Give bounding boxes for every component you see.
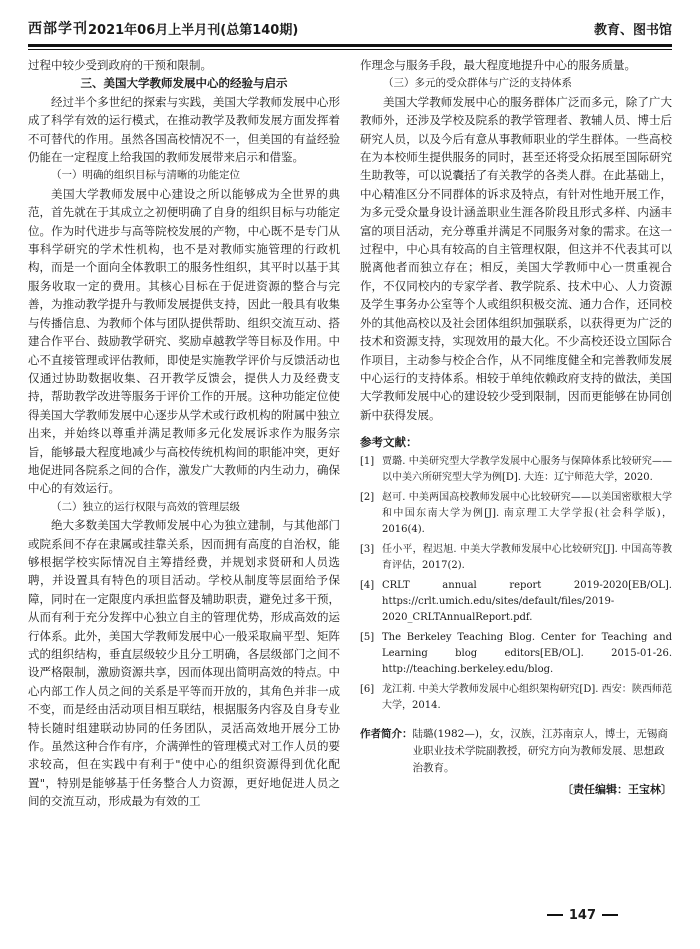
reference-text: CRLT annual report 2019-2020[EB/OL]. https://crlt.umich.edu/sites/default/files/2019-2020_CRLTAnnualReport.pdf. bbox=[382, 580, 672, 624]
author-bio bbox=[360, 726, 672, 777]
header-rule-thin bbox=[28, 49, 672, 50]
reference-item bbox=[360, 578, 672, 626]
reference-number: [6] bbox=[360, 684, 375, 696]
page-header bbox=[28, 14, 672, 42]
journal-name: 西部学刊 bbox=[28, 21, 88, 37]
left-column bbox=[28, 56, 340, 811]
footer-dash-right bbox=[602, 914, 618, 916]
reference-text: 贾璐. 中美研究型大学教学发展中心服务与保障体系比较研究——以中美六所研究型大学为例[D]. 大连：辽宁师范大学，2020. bbox=[382, 456, 672, 484]
subsection-heading: （二）独立的运行权限与高效的管理层级 bbox=[51, 500, 240, 513]
references-title: 参考文献： bbox=[360, 435, 418, 450]
header-rule-thick bbox=[28, 44, 672, 47]
author-label: 作者简介： bbox=[360, 728, 413, 741]
paragraph: 绝大多数美国大学教师发展中心为独立建制，与其他部门或院系间不存在隶属或挂靠关系，因而拥有高度的自治权，能够根据学校实际情况自主筹措经费，并规划求贤研和人员选聘，并设置具有特色的项目活动。学校从制度等层面给予保障，同时在一定限度内承担监督及辅助职责，避免过多干预，从而有利于充分发挥中心独立自主的管理优势，形成高效的运行体系。此外，美国大学教师发展中心一般采取扁平型、矩阵式的组织结构，垂直层级较少且分工明确，各层级部门之间不设严格限制，激励资源共享，因而体现出简明高效的特点。中心内部工作人员之间的关系是平等而开放的，其角色并非一成不变，而是经由活动项目相互联结，根据服务内容及自身专业特长随时组建联动协同的任务团队，灵活高效地开展分工协作。虽然这种合作有序，介满弹性的管理模式对工作人员的要求较高，但在实践中有利于"使中心的组织资源得到优化配置"，特别是能够基于任务整合人力资源，更好地促进人员之间的交流互动，形成最为有效的工 bbox=[28, 518, 340, 809]
page-footer bbox=[0, 905, 700, 925]
paragraph: 作理念与服务手段，最大程度地提升中心的服务质量。 bbox=[360, 58, 636, 72]
reference-item bbox=[360, 542, 672, 574]
reference-number: [2] bbox=[360, 492, 375, 504]
section-heading: 三、美国大学教师发展中心的经验与启示 bbox=[80, 76, 288, 91]
paragraph: 经过半个多世纪的探索与实践，美国大学教师发展中心形成了科学有效的运行模式，在推动教学及教师发展方面发挥着不可替代的作用。虽然各国高校情况不一，但美国的有益经验仍能在一定程度上给我国的教师发展带来启示和借鉴。 bbox=[28, 94, 340, 165]
references-list bbox=[360, 454, 672, 714]
subsection-heading: （三）多元的受众群体与广泛的支持体系 bbox=[383, 77, 572, 90]
reference-text: 任小平，程迟旭. 中美大学教师发展中心比较研究[J]. 中国高等教育评估，2017(2). bbox=[382, 544, 672, 572]
header-left bbox=[28, 18, 298, 38]
reference-text: 龙江莉. 中美大学教师发展中心组织架构研究[D]. 西安：陕西师范大学，2014. bbox=[382, 684, 672, 712]
issue-info: 2021年06月上半月刊(总第140期) bbox=[88, 22, 299, 38]
reference-item bbox=[360, 630, 672, 678]
section-name: 教育、图书馆 bbox=[593, 22, 672, 38]
reference-text: 赵可. 中美两国高校教师发展中心比较研究——以美国密歇根大学和中国东南大学为例[J]. 南京理工大学学报(社会科学版)，2016(4). bbox=[382, 492, 672, 536]
footer-dash-left bbox=[547, 914, 563, 916]
editor-credit: 〔责任编辑：王宝林〕 bbox=[562, 783, 672, 797]
subsection-heading: （一）明确的组织目标与清晰的功能定位 bbox=[51, 169, 240, 182]
reference-item bbox=[360, 682, 672, 714]
right-column bbox=[360, 56, 672, 797]
reference-number: [1] bbox=[360, 456, 375, 468]
paragraph: 美国大学教师发展中心建设之所以能够成为全世界的典范，首先就在于其成立之初便明确了自身的组织目标与功能定位。作为时代进步与高等院校发展的产物，中心既不是专门从事科学研究的学术性机构，也不是对教师实施管理的行政机构，而是一个面向全体教职工的服务性组织，其平时以基于其服务收取一定的费用。其核心目标在于促进资源的整合与完善，为推动教学提升与教师发展提供支持，因此一般具有收集与传播信息、为教师个体与团队提供帮助、组织交流互动、搭建合作平台、鼓励教学研究、奖励卓越教学等目标及作用。中心不直接管理或评估教师，即使是实施教学评价与反馈活动也仅通过协助数据收集、召开教学反馈会，提供人力及经费支持，帮助教学改进等服务于评价工作的开展。这种功能定位使得美国大学教师发展中心逐步从学术或行政机构的附属中独立出来，并始终以尊重并满足教师多元化发展诉求作为服务宗旨，能够最大程度地减少与高校传统机构间的职能冲突，更好地促进同各院系之间的合作，激发广大教师的内生动力，确保中心的有效运行。 bbox=[28, 186, 340, 496]
author-text: 陆璐(1982—)，女，汉族，江苏南京人，博士，无锡商业职业技术学院副教授，研究方向为教师发展、思想政治教育。 bbox=[412, 728, 668, 775]
reference-number: [4] bbox=[360, 580, 375, 592]
reference-number: [5] bbox=[360, 632, 375, 644]
paragraph: 美国大学教师发展中心的服务群体广泛而多元，除了广大教师外，还涉及学校及院系的教学管理者、教辅人员、博士后研究人员，以及今后有意从事教师职业的学生群体。一些高校在为本校师生提供服务的同时，甚至还将受众拓展至国际研究生助教等，可以说囊括了有关教学的各类人群。在此基础上，中心精准区分不同群体的诉求及特点，有针对性地开展工作，为多元受众量身设计涵盖职业生涯各阶段且形式多样、内涵丰富的项目活动，充分尊重并满足不同服务对象的需求。在这一过程中，中心具有较高的自主管理权限，但这并不代表其可以脱离他者而独立存在；相反，美国大学教师中心一贯重视合作，不仅同校内的专家学者、教学院系、技术中心、人力资源及学生事务办公室等个人或组织积极交流、通力合作，还同校外的其他高校以及社会团体组织加强联系，以获得更为广泛的技术和资源支持，实现效用的最大化。不少高校还设立国际合作项目，主动参与校企合作，从不同维度健全和完善教师发展中心运行的支持体系。相较于单纯依赖政府支持的做法，美国大学教师发展中心的建设较少受到限制，因而更能够在协同创新中获得发展。 bbox=[360, 94, 672, 422]
body-columns bbox=[28, 56, 672, 896]
reference-number: [3] bbox=[360, 544, 375, 556]
reference-item bbox=[360, 454, 672, 486]
paragraph: 过程中较少受到政府的干预和限制。 bbox=[28, 58, 212, 72]
reference-item bbox=[360, 490, 672, 538]
page-number: 147 bbox=[568, 907, 596, 923]
reference-text: The Berkeley Teaching Blog. Center for Teaching and Learning blog editors[EB/OL]. 2015-01-26. http://teaching.berkeley.edu/blog. bbox=[382, 632, 672, 676]
